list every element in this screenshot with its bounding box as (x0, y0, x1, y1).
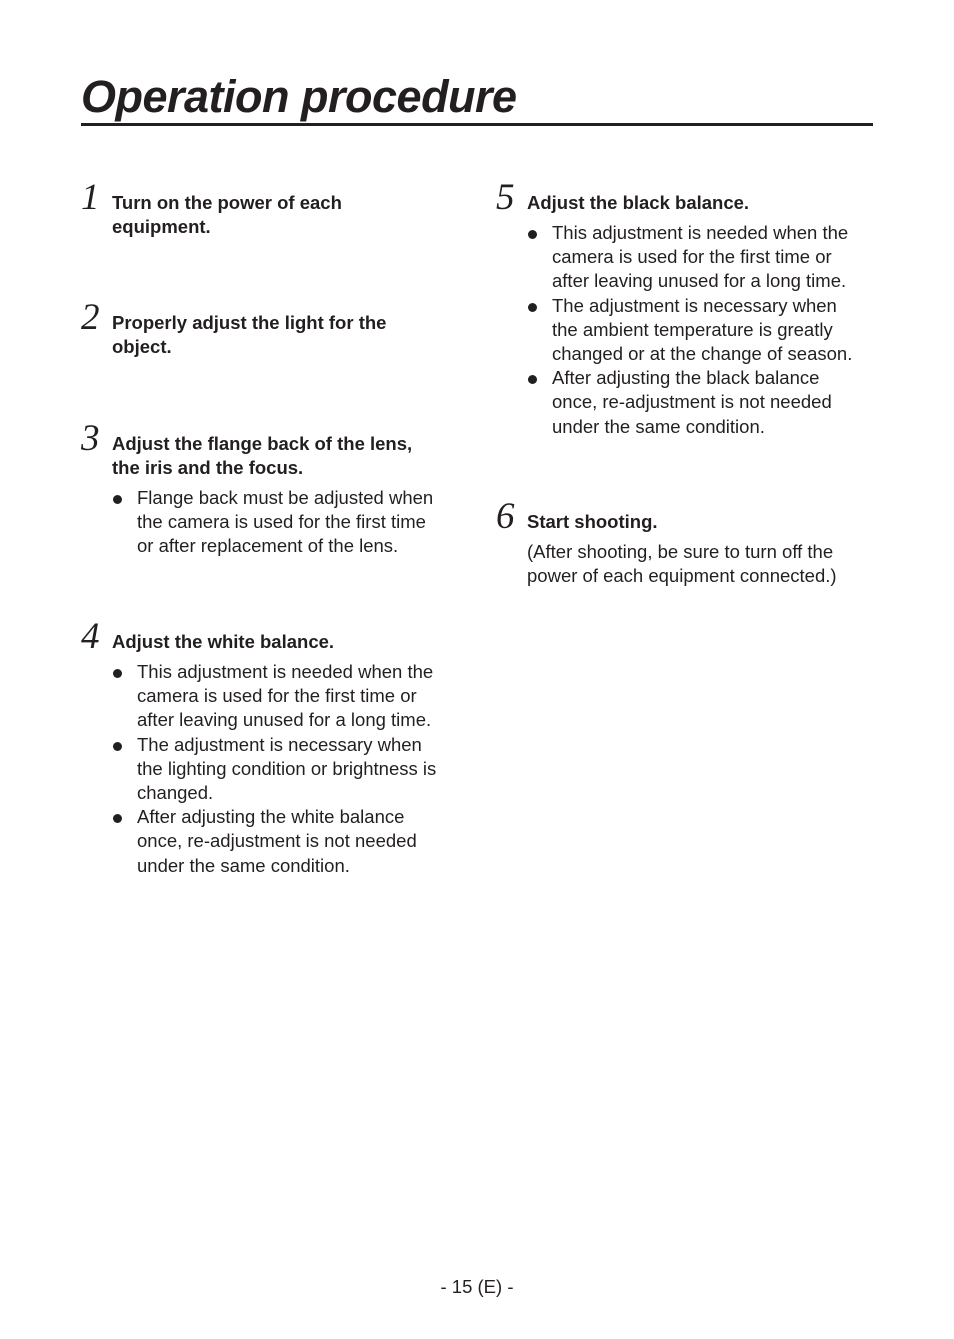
note-line: power of each equipment connected.) (527, 565, 837, 586)
title-underline (81, 123, 873, 126)
step-note (527, 540, 837, 588)
page-number: - 15 (E) - (440, 1276, 514, 1297)
heading-line: Adjust the white balance. (112, 631, 335, 652)
heading-line: equipment. (112, 216, 211, 237)
step-heading (112, 311, 386, 359)
step-number: 6 (496, 496, 515, 537)
step-number: 1 (81, 177, 100, 218)
heading-line: Adjust the flange back of the lens, (112, 433, 413, 454)
bullet-line: changed. (137, 782, 214, 804)
bullet-line: under the same condition. (137, 854, 350, 876)
bullet-item (112, 733, 436, 806)
bullet-line: changed or at the change of season. (552, 343, 853, 365)
bullet-line: After adjusting the black balance (552, 367, 820, 389)
page-title: Operation procedure (81, 71, 517, 122)
bullet-line: or after replacement of the lens. (137, 535, 399, 557)
step-number: 4 (81, 616, 100, 657)
bullet-line: the ambient temperature is greatly (552, 318, 833, 340)
bullet-item (112, 660, 436, 733)
bullet-line: camera is used for the first time or (137, 685, 417, 707)
bullet-icon (113, 814, 122, 823)
bullet-icon (113, 495, 122, 504)
heading-line: object. (112, 336, 172, 357)
bullet-item (112, 486, 433, 559)
step-number: 5 (496, 177, 515, 218)
bullet-line: the camera is used for the first time (137, 511, 426, 533)
heading-line: the iris and the focus. (112, 457, 304, 478)
bullet-line: under the same condition. (552, 415, 765, 437)
step-number: 2 (81, 297, 100, 338)
bullet-item (527, 221, 852, 294)
bullet-list (527, 221, 852, 439)
heading-line: Adjust the black balance. (527, 192, 750, 213)
bullet-line: the lighting condition or brightness is (137, 757, 437, 779)
bullet-line: The adjustment is necessary when (552, 294, 837, 316)
step-number: 3 (81, 418, 100, 459)
heading-line: Start shooting. (527, 511, 658, 532)
bullet-line: This adjustment is needed when the (552, 222, 849, 243)
bullet-item (527, 294, 852, 367)
bullet-icon (528, 230, 537, 239)
bullet-line: After adjusting the white balance (137, 806, 405, 828)
bullet-line: once, re-adjustment is not needed (137, 830, 417, 852)
heading-line: Turn on the power of each (112, 192, 342, 213)
bullet-line: after leaving unused for a long time. (552, 270, 847, 292)
heading-line: Properly adjust the light for the (112, 312, 387, 333)
step-heading (527, 510, 658, 534)
step-heading (527, 191, 749, 215)
bullet-list (112, 486, 433, 559)
step-heading (112, 191, 342, 239)
bullet-line: The adjustment is necessary when (137, 733, 422, 755)
bullet-item (527, 366, 852, 439)
bullet-icon (113, 669, 122, 678)
bullet-icon (528, 303, 537, 312)
step-heading (112, 630, 334, 654)
bullet-icon (113, 742, 122, 751)
bullet-list (112, 660, 436, 878)
bullet-line: This adjustment is needed when the (137, 661, 434, 682)
step-heading (112, 432, 412, 480)
bullet-item (112, 805, 436, 878)
bullet-icon (528, 375, 537, 384)
bullet-line: once, re-adjustment is not needed (552, 391, 832, 413)
bullet-line: Flange back must be adjusted when (137, 487, 434, 508)
bullet-line: after leaving unused for a long time. (137, 709, 432, 731)
note-line: (After shooting, be sure to turn off the (527, 541, 834, 562)
bullet-line: camera is used for the first time or (552, 246, 832, 268)
